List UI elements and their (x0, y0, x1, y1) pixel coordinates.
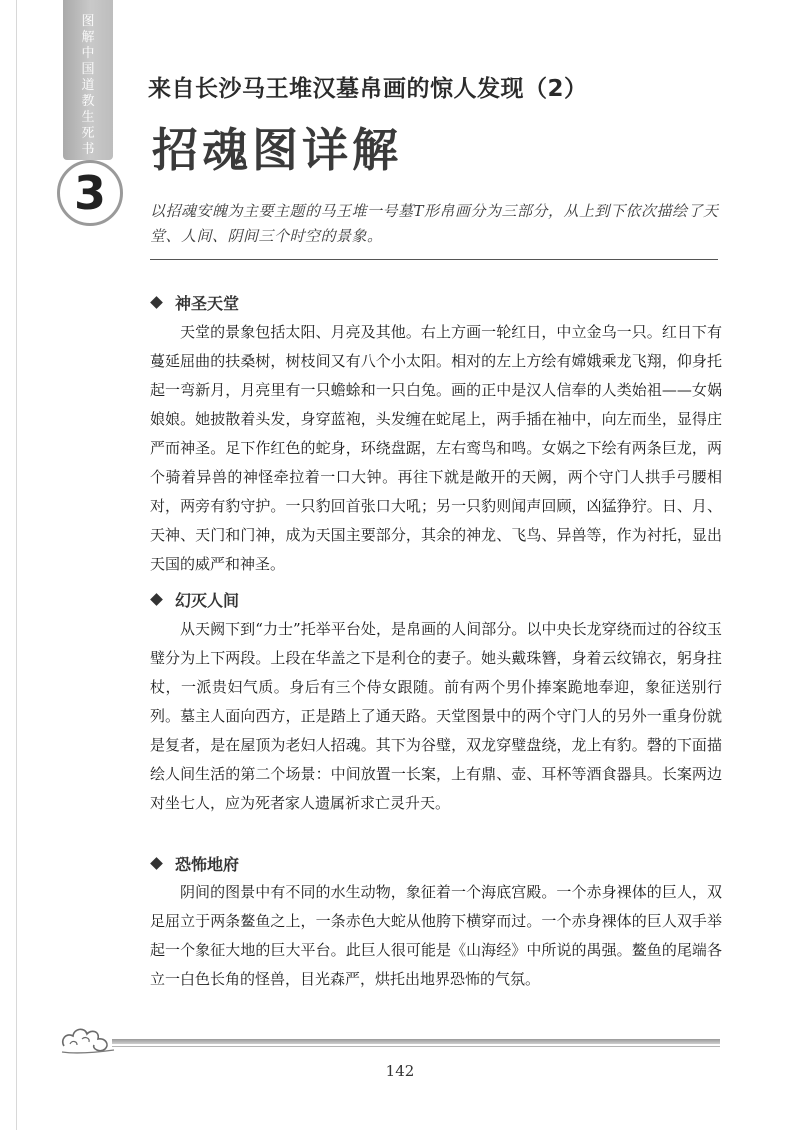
section-heading-label: 神圣天堂 (175, 294, 240, 313)
chapter-number-badge: 3 (57, 160, 123, 226)
section-heading-label: 幻灭人间 (175, 591, 240, 610)
header-divider (150, 259, 718, 260)
footer-divider-thin (112, 1046, 720, 1047)
page-subtitle: 来自长沙马王堆汉墓帛画的惊人发现（2） (148, 76, 588, 102)
section-heading-heaven (150, 291, 239, 314)
diamond-bullet-icon (150, 857, 163, 870)
section-heading-underworld (150, 852, 239, 875)
cloud-ornament-icon (58, 1018, 116, 1058)
page-title: 招魂图详解 (152, 123, 402, 177)
page-number: 142 (385, 1062, 415, 1080)
section-body-underworld: 阴间的图景中有不同的水生动物，象征着一个海底宫殿。一个赤身裸体的巨人，双足屈立于两条鳌鱼之上，一条赤色大蛇从他胯下横穿而过。一个赤身裸体的巨人双手举起一个象征大地的巨大平台。此巨人很可能是《山海经》中所说的禺强。鳌鱼的尾端各立一白色长角的怪兽，目光森严，烘托出地界恐怖的气氛。 (150, 883, 722, 988)
section-body-heaven: 天堂的景象包括太阳、月亮及其他。右上方画一轮红日，中立金乌一只。红日下有蔓延屈曲的扶桑树，树枝间又有八个小太阳。相对的左上方绘有嫦娥乘龙飞翔，仰身托起一弯新月，月亮里有一只蟾蜍和一只白兔。画的正中是汉人信奉的人类始祖——女娲娘娘。她披散着头发，身穿蓝袍，头发缠在蛇尾上，两手插在袖中，向左而坐，显得庄严而神圣。足下作红色的蛇身，环绕盘踞，左右鸾鸟和鸣。女娲之下绘有两条巨龙，两个骑着异兽的神怪牵拉着一口大钟。再往下就是敞开的天阙，两个守门人拱手弓腰相对，两旁有豹守护。一只豹回首张口大吼；另一只豹则闻声回顾，凶猛狰狞。日、月、天神、天门和门神，成为天国主要部分，其余的神龙、飞鸟、异兽等，作为衬托，显出天国的威严和神圣。 (150, 323, 722, 573)
page-edge-shadow (16, 0, 17, 1130)
section-body-human-world: 从天阙下到“力士”托举平台处，是帛画的人间部分。以中央长龙穿绕而过的谷纹玉璧分为上下两段。上段在华盖之下是利仓的妻子。她头戴珠簪，身着云纹锦衣，躬身拄杖，一派贵妇气质。身后有三个侍女跟随。前有两个男仆捧案跪地奉迎，象征送别行列。墓主人面向西方，正是踏上了通天路。天堂图景中的两个守门人的另外一重身份就是复者，是在屋顶为老妇人招魂。其下为谷璧，双龙穿璧盘绕，龙上有豹。磬的下面描绘人间生活的第二个场景：中间放置一长案，上有鼎、壶、耳杯等酒食器具。长案两边对坐七人，应为死者家人遗属祈求亡灵升天。 (150, 620, 722, 812)
series-title: 图解中国道教生死书 (81, 14, 95, 157)
diamond-bullet-icon (150, 593, 163, 606)
footer-divider (112, 1039, 720, 1044)
section-heading-label: 恐怖地府 (175, 855, 240, 874)
diamond-bullet-icon (150, 296, 163, 309)
section-heading-human-world (150, 588, 239, 611)
intro-text: 以招魂安魄为主要主题的马王堆一号墓T形帛画分为三部分，从上到下依次描绘了天堂、人间、阴间三个时空的景象。 (150, 202, 719, 245)
